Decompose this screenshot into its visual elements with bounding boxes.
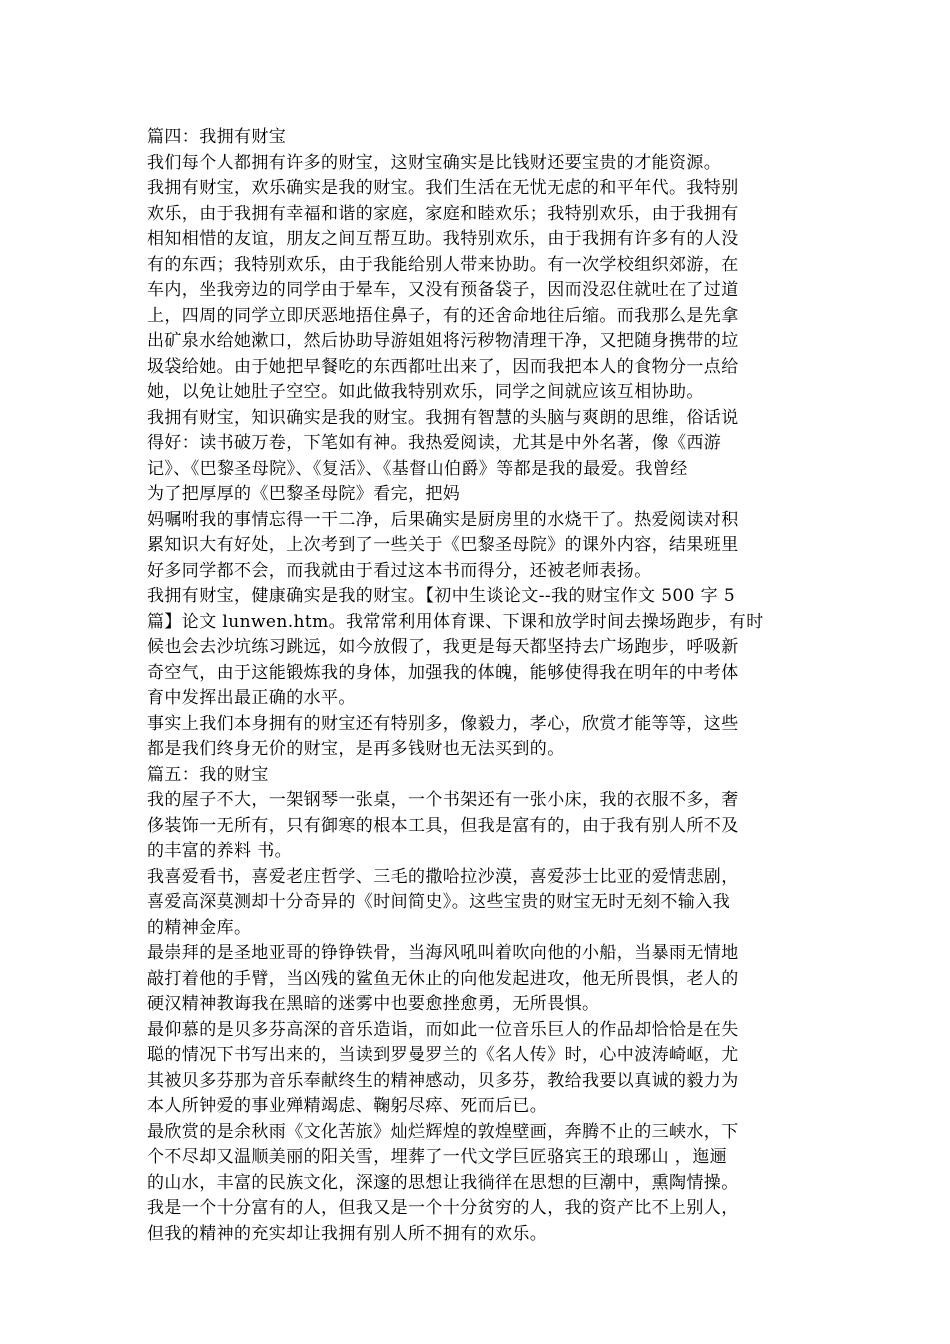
text-line: 最欣赏的是余秋雨《文化苦旅》灿烂辉煌的敦煌壁画，奔腾不止的三峡水，下 — [147, 1121, 739, 1142]
text-line: 我拥有财宝，欢乐确实是我的财宝。我们生活在无忧无虑的和平年代。我特别 — [147, 178, 739, 198]
text-line: 为了把厚厚的《巴黎圣母院》看完，把妈 — [147, 484, 461, 504]
text-line: 相知相惜的友谊，朋友之间互帮互助。我特别欢乐，由于我拥有许多有的人没 — [147, 229, 739, 249]
text-line: 其被贝多芬那为音乐奉献终生的精神感动，贝多芬，教给我要以真诚的毅力为 — [147, 1070, 739, 1091]
text-line: 的精神金库。 — [147, 917, 252, 938]
text-line: 好多同学都不会，而我就由于看过这本书而得分，还被老师表扬。 — [147, 560, 652, 581]
text-line: 车内，坐我旁边的同学由于晕车，又没有预备袋子，因而没忍住就吐在了过道 — [147, 280, 739, 300]
text-line: 记》、《巴黎圣母院》、《复活》、《基督山伯爵》等都是我的最爱。我曾经 — [147, 458, 688, 479]
text-line: 我是一个十分富有的人，但我又是一个十分贫穷的人，我的资产比不上别人， — [147, 1198, 739, 1218]
text-line: 敲打着他的手臂，当凶残的鲨鱼无休止的向他发起进攻，他无所畏惧，老人的 — [147, 968, 739, 989]
text-line: 候也会去沙坑练习跳远，如今放假了，我更是每天都坚持去广场跑步，呼吸新 — [147, 637, 739, 657]
text-line: 的山水，丰富的民族文化，深邃的思想让我徜徉在思想的巨潮中，熏陶情操。 — [147, 1172, 739, 1193]
text-line: 我拥有财宝，知识确实是我的财宝。我拥有智慧的头脑与爽朗的思维，俗话说 — [147, 407, 739, 428]
text-line: 的丰富的养料 书。 — [147, 841, 293, 861]
text-line: 最崇拜的是圣地亚哥的铮铮铁骨，当海风吼叫着吹向他的小船，当暴雨无情地 — [147, 943, 739, 963]
text-line: 个不尽却又温顺美丽的阳关雪，埋葬了一代文学巨匠骆宾王的琅琊山 ，迤逦 — [147, 1147, 728, 1167]
text-line: 妈嘱咐我的事情忘得一干二净，后果确实是厨房里的水烧干了。热爱阅读对积 — [147, 509, 739, 530]
text-line: 侈装饰一无所有，只有御寒的根本工具，但我是富有的，由于我有别人所不及 — [147, 815, 739, 836]
text-line: 奇空气，由于这能锻炼我的身体，加强我的体魄，能够使得我在明年的中考体 — [147, 662, 739, 683]
text-line: 上，四周的同学立即厌恶地捂住鼻子，有的还舍命地往后缩。而我那么是先拿 — [147, 305, 739, 326]
text-line: 出矿泉水给她漱口，然后协助导游姐姐将污秽物清理干净，又把随身携带的垃 — [147, 331, 739, 351]
text-line: 有的东西；我特别欢乐，由于我能给别人带来协助。有一次学校组织郊游，在 — [147, 254, 739, 275]
text-line: 她，以免让她肚子空空。如此做我特别欢乐，同学之间就应该互相协助。 — [147, 382, 704, 402]
text-line: 事实上我们本身拥有的财宝还有特别多，像毅力，孝心，欣赏才能等等，这些 — [147, 713, 739, 734]
text-line: 我拥有财宝，健康确实是我的财宝。【初中生谈论文--我的财宝作文 500 字 5 — [147, 586, 736, 606]
text-line: 本人所钟爱的事业殚精竭虑、鞠躬尽瘁、死而后已。 — [147, 1096, 548, 1116]
text-line: 我喜爱看书，喜爱老庄哲学、三毛的撒哈拉沙漠，喜爱莎士比亚的爱情悲剧， — [147, 866, 739, 887]
text-line: 聪的情况下书写出来的，当读到罗曼罗兰的《名人传》时，心中波涛崎岖，尤 — [147, 1045, 739, 1065]
text-line: 最仰慕的是贝多芬高深的音乐造诣，而如此一位音乐巨人的作品却恰恰是在失 — [147, 1019, 739, 1040]
text-line: 育中发挥出最正确的水平。 — [147, 688, 356, 708]
text-line: 喜爱高深莫测却十分奇异的《时间简史》。这些宝贵的财宝无时无刻不输入我 — [147, 892, 731, 912]
text-line: 篇】论文 lunwen.htm。我常常利用体育课、下课和放学时间去操场跑步，有时 — [147, 611, 764, 632]
text-line: 我的屋子不大，一架钢琴一张桌，一个书架还有一张小床，我的衣服不多，奢 — [147, 790, 739, 810]
document-page — [147, 125, 802, 1247]
text-line: 都是我们终身无价的财宝，是再多钱财也无法买到的。 — [147, 739, 565, 759]
section-heading: 篇四：我拥有财宝 — [147, 127, 287, 147]
text-line: 得好：读书破万卷，下笔如有神。我热爱阅读，尤其是中外名著，像《西游 — [147, 433, 722, 453]
text-line: 但我的精神的充实却让我拥有别人所不拥有的欢乐。 — [147, 1223, 548, 1244]
section-heading: 篇五：我的财宝 — [147, 764, 269, 785]
text-line: 欢乐，由于我拥有幸福和谐的家庭，家庭和睦欢乐；我特别欢乐，由于我拥有 — [147, 203, 739, 224]
text-line: 圾袋给她。由于她把早餐吃的东西都吐出来了，因而我把本人的食物分一点给 — [147, 356, 739, 377]
text-line: 累知识大有好处，上次考到了一些关于《巴黎圣母院》的课外内容，结果班里 — [147, 535, 739, 555]
text-line: 硬汉精神教诲我在黑暗的迷雾中也要愈挫愈勇，无所畏惧。 — [147, 994, 600, 1014]
text-line: 我们每个人都拥有许多的财宝，这财宝确实是比钱财还要宝贵的才能资源。 — [147, 152, 722, 173]
